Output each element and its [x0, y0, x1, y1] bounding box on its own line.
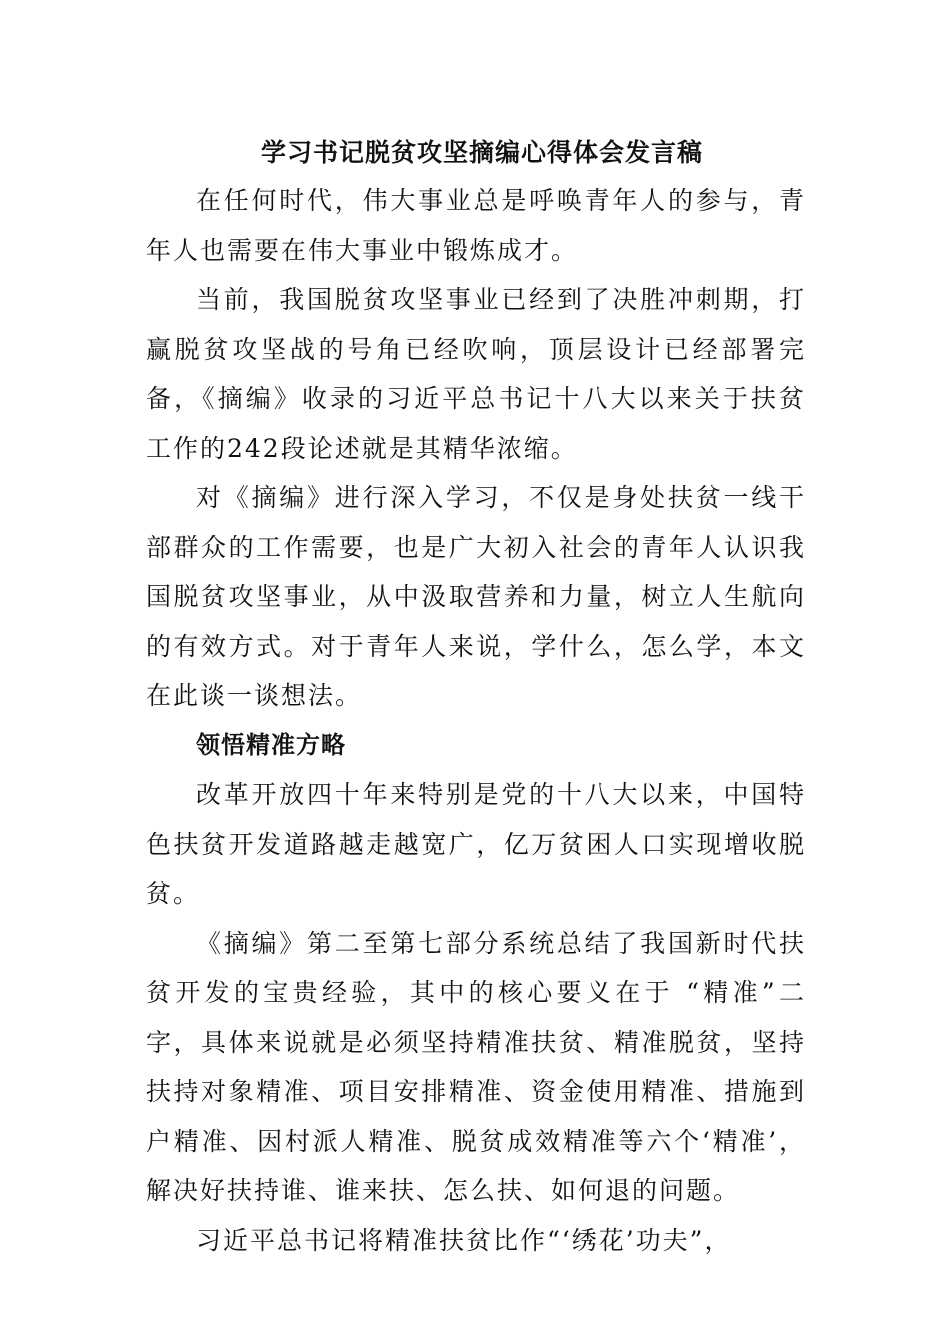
body-paragraph: 《摘编》第二至第七部分系统总结了我国新时代扶贫开发的宝贵经验，其中的核心要义在于 “精准”二字，具体来说就是必须坚持精准扶贫、精准脱贫，坚持扶持对象精准、项目安排精准、资金使用精准、措施到户精准、因村派人精准、脱贫成效精准等六个‘精准’，解决好扶持谁、谁来扶、怎么扶、如何退的问题。 — [146, 928, 806, 1205]
body-paragraph: 改革开放四十年来特别是党的十八大以来，中国特色扶贫开发道路越走越宽广，亿万贫困人口实现增收脱贫。 — [146, 780, 806, 908]
body-paragraph: 习近平总书记将精准扶贫比作“‘绣花’功夫”， — [196, 1225, 732, 1255]
body-paragraph: 在任何时代，伟大事业总是呼唤青年人的参与，青年人也需要在伟大事业中锻炼成才。 — [146, 186, 806, 265]
section-heading: 领悟精准方略 — [196, 730, 346, 759]
document-page — [146, 130, 806, 1265]
body-paragraph: 对《摘编》进行深入学习，不仅是身处扶贫一线干部群众的工作需要，也是广大初入社会的青年人认识我国脱贫攻坚事业，从中汲取营养和力量，树立人生航向的有效方式。对于青年人来说，学什么，怎么学，本文在此谈一谈想法。 — [146, 483, 806, 710]
document-title: 学习书记脱贫攻坚摘编心得体会发言稿 — [260, 138, 703, 167]
body-paragraph: 当前，我国脱贫攻坚事业已经到了决胜冲刺期，打赢脱贫攻坚战的号角已经吹响，顶层设计已经部署完备，《摘编》收录的习近平总书记十八大以来关于扶贫工作的242段论述就是其精华浓缩。 — [146, 285, 806, 463]
